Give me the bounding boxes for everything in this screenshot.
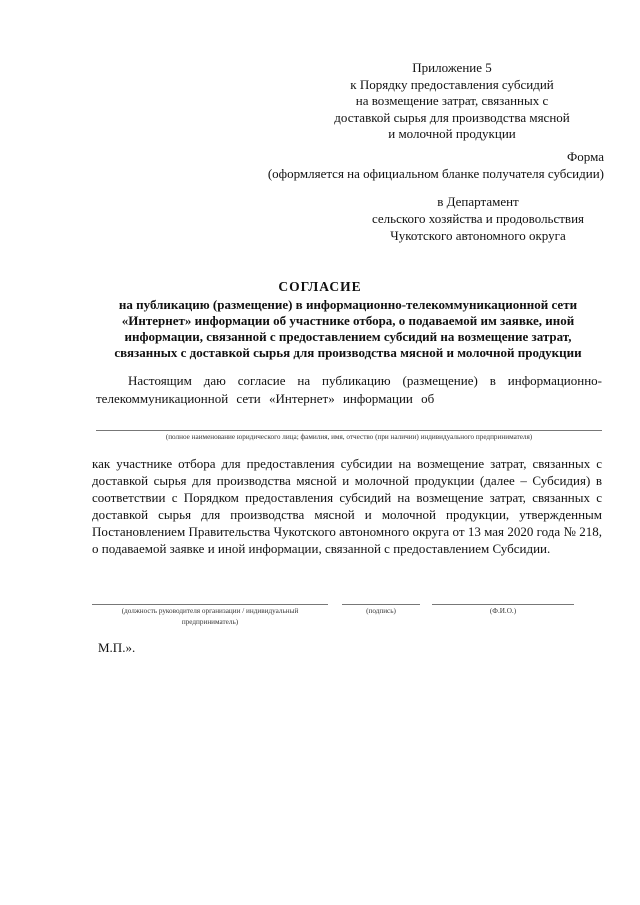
participant-paragraph: как участнике отбора для предоставления субсидии на возмещение затрат, связанных с доставкой сырья для производства мясной и молочной продукции (далее – Субсидия) в соответствии с Порядком предоставления субсидий на возмещение затрат, связанных с доставкой сырья для производства мясной и молочной продукции, утвержденным Постановлением Правительства Чукотского автономного округа от 13 мая 2020 года № 218, о подаваемой заявке и иной информации, связанной с предоставлением Субсидии. xyxy=(92,456,602,556)
signature-line xyxy=(342,604,420,605)
addressee-line: в Департамент xyxy=(437,194,519,209)
position-caption xyxy=(92,606,328,628)
form-label: Форма xyxy=(567,149,604,164)
signature-caption: (подпись) xyxy=(366,607,396,615)
full-name-line xyxy=(432,604,574,605)
position-line xyxy=(92,604,328,605)
consent-line-2: телекоммуникационной сети «Интернет» информации об xyxy=(96,391,435,406)
appendix-line: к Порядку предоставления субсидий xyxy=(350,76,554,92)
stamp-label: М.П.». xyxy=(98,640,136,655)
applicant-caption: (полное наименование юридического лица; фамилия, имя, отчество (при наличии) индивидуального предпринимателя) xyxy=(165,433,533,441)
document-title: СОГЛАСИЕ xyxy=(278,279,362,294)
position-caption-line: предприниматель) xyxy=(181,618,239,626)
consent-paragraph xyxy=(96,372,602,408)
appendix-line: и молочной продукции xyxy=(388,126,516,141)
addressee-line: сельского хозяйства и продовольствия xyxy=(371,211,585,226)
position-caption-line: (должность руководителя организации / индивидуальный xyxy=(121,607,299,615)
addressee-block xyxy=(360,193,596,244)
appendix-line: доставкой сырья для производства мясной xyxy=(334,109,570,125)
addressee-line: Чукотского автономного округа xyxy=(390,228,566,243)
full-name-caption: (Ф.И.О.) xyxy=(489,607,517,615)
appendix-line: на возмещение затрат, связанных с xyxy=(355,93,549,108)
appendix-block xyxy=(300,60,604,143)
consent-line-1: Настоящим даю согласие на публикацию (размещение) в информационно- xyxy=(128,373,602,388)
document-subtitle: на публикацию (размещение) в информационно-телекоммуникационной сети «Интернет» информации об участнике отбора, о подаваемой им заявке, иной информации, связанной с предоставлением субсидий на возмещение затрат, связанных с доставкой сырья для производства мясной и молочной продукции xyxy=(114,297,582,360)
appendix-line: Приложение 5 xyxy=(412,60,492,75)
form-note: (оформляется на официальном бланке получателя субсидии) xyxy=(267,166,604,181)
applicant-name-line xyxy=(96,430,602,431)
